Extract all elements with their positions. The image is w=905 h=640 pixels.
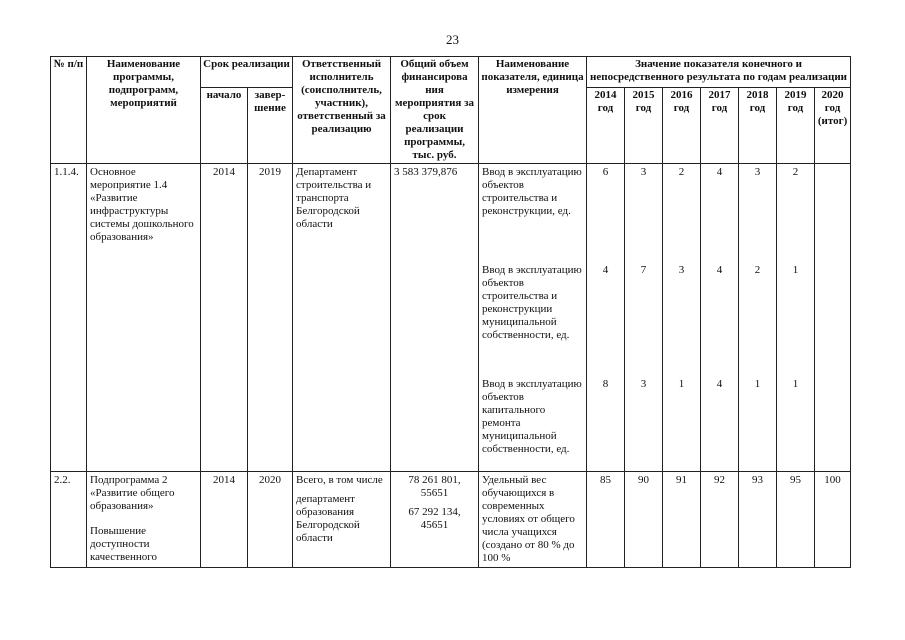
- row-indicators: [479, 164, 587, 472]
- row-end: 2020: [248, 472, 293, 568]
- header-values-group: Значение показателя конечного и непосредственного результата по годам реализации: [587, 57, 851, 88]
- value-cell: 4: [716, 378, 723, 390]
- row-responsible: [293, 472, 391, 568]
- row-start: 2014: [201, 164, 248, 472]
- value-cell: 2: [678, 166, 685, 178]
- page-number: 23: [446, 32, 459, 47]
- header-responsible: Ответственный исполнитель (соисполнитель, участник), ответственный за реализацию: [293, 57, 391, 164]
- header-finance: Общий объем финансирова ния мероприятия за срок реализации программы, тыс. руб.: [391, 57, 479, 164]
- value-cell: 4: [716, 264, 723, 276]
- value-cell: 100: [815, 472, 851, 568]
- responsible-dept: департамент образования Белгородской области: [296, 493, 360, 544]
- row-name-title: Подпрограмма 2 «Развитие общего образования»: [90, 474, 175, 512]
- value-cell: 93: [739, 472, 777, 568]
- responsible-total: Всего, в том числе: [296, 474, 383, 486]
- header-indicator: Наименование показателя, единица измерения: [479, 57, 587, 164]
- row-name: Основное мероприятие 1.4 «Развитие инфраструктуры системы дошкольного образования»: [87, 164, 201, 472]
- value-cell: 3: [640, 378, 647, 390]
- row-num: 2.2.: [51, 472, 87, 568]
- value-cell: 95: [777, 472, 815, 568]
- header-year-2019: 2019 год: [777, 88, 815, 164]
- value-cell: 85: [587, 472, 625, 568]
- header-num: № п/п: [51, 57, 87, 164]
- row-num: 1.1.4.: [51, 164, 87, 472]
- header-year-2016: 2016 год: [663, 88, 701, 164]
- header-name: Наименование программы, подпрограмм, мероприятий: [87, 57, 201, 164]
- value-cell: 3: [678, 264, 685, 276]
- row-name-subtitle: Повышение доступности качественного: [90, 525, 158, 563]
- finance-total: 78 261 801, 55651: [408, 474, 461, 499]
- row-end: 2019: [248, 164, 293, 472]
- program-table: [50, 56, 851, 568]
- header-term: Срок реализации: [201, 57, 293, 88]
- value-cell: 3: [640, 166, 647, 178]
- header-year-2015: 2015 год: [625, 88, 663, 164]
- row-start: 2014: [201, 472, 248, 568]
- row-finance: [391, 472, 479, 568]
- header-year-2017: 2017 год: [701, 88, 739, 164]
- table-row: [51, 164, 851, 472]
- header-start: начало: [201, 88, 248, 164]
- value-cell: 6: [602, 166, 609, 178]
- value-cell: 91: [663, 472, 701, 568]
- value-cell: 3: [754, 166, 761, 178]
- header-year-2018: 2018 год: [739, 88, 777, 164]
- value-cell: 4: [602, 264, 609, 276]
- value-cell: 8: [602, 378, 609, 390]
- indicator-text: Ввод в эксплуатацию объектов капитального ремонта муниципальной собственности, ед.: [482, 378, 582, 455]
- value-cell: 2: [754, 264, 761, 276]
- value-cell: 1: [792, 378, 799, 390]
- row-indicator: Удельный вес обучающихся в современных условиях от общего числа учащихся (создано от 80 % до 100 %: [479, 472, 587, 568]
- indicator-text: Ввод в эксплуатацию объектов строительства и реконструкции муниципальной собственности, ед.: [482, 264, 582, 341]
- finance-dept: 67 292 134, 45651: [408, 506, 461, 531]
- header-year-2014: 2014 год: [587, 88, 625, 164]
- value-cell: 4: [716, 166, 723, 178]
- row-finance: 3 583 379,876: [391, 164, 479, 472]
- value-cell: 7: [640, 264, 647, 276]
- table-row: [51, 472, 851, 568]
- value-cell: 90: [625, 472, 663, 568]
- value-cell: 2: [792, 166, 799, 178]
- value-cell: 1: [792, 264, 799, 276]
- indicator-text: Ввод в эксплуатацию объектов строительства и реконструкции, ед.: [482, 166, 582, 217]
- header-year-2020: 2020 год (итог): [815, 88, 851, 164]
- value-cell: 1: [754, 378, 761, 390]
- header-end: завер- шение: [248, 88, 293, 164]
- value-cell: 1: [678, 378, 685, 390]
- row-responsible: Департамент строительства и транспорта Белгородской области: [293, 164, 391, 472]
- row-name: [87, 472, 201, 568]
- value-cell: 92: [701, 472, 739, 568]
